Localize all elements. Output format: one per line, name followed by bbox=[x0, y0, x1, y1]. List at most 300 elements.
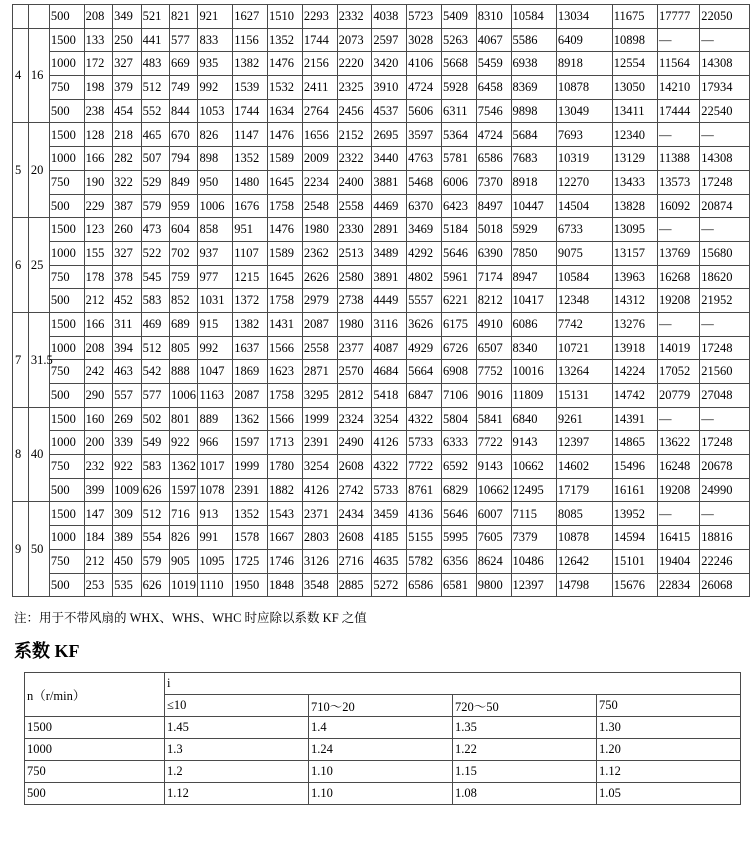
value-cell: 922 bbox=[113, 455, 141, 479]
value-cell: 579 bbox=[141, 194, 169, 218]
value-cell: 17444 bbox=[658, 99, 700, 123]
value-cell: — bbox=[700, 218, 750, 242]
value-cell: 898 bbox=[198, 147, 233, 171]
value-cell: 1019 bbox=[170, 573, 198, 597]
value-cell: 4087 bbox=[372, 336, 407, 360]
value-cell: 2234 bbox=[302, 170, 337, 194]
value-cell: 4126 bbox=[372, 431, 407, 455]
value-cell: 3028 bbox=[407, 28, 442, 52]
value-cell: 921 bbox=[198, 5, 233, 29]
value-cell: 2400 bbox=[337, 170, 372, 194]
value-cell: 4322 bbox=[372, 455, 407, 479]
speed-cell: 750 bbox=[49, 76, 84, 100]
value-cell: 844 bbox=[170, 99, 198, 123]
value-cell: 1372 bbox=[233, 289, 268, 313]
value-cell: 557 bbox=[113, 384, 141, 408]
value-cell: 2742 bbox=[337, 478, 372, 502]
speed-cell: 1500 bbox=[49, 218, 84, 242]
value-cell: 200 bbox=[84, 431, 112, 455]
value-cell: 13769 bbox=[658, 241, 700, 265]
ratio-cell: 16 bbox=[28, 28, 49, 123]
value-cell: 549 bbox=[141, 431, 169, 455]
value-cell: 1053 bbox=[198, 99, 233, 123]
value-cell: 1543 bbox=[268, 502, 303, 526]
value-cell: 5586 bbox=[511, 28, 556, 52]
value-cell: 2456 bbox=[337, 99, 372, 123]
speed-cell: 750 bbox=[49, 360, 84, 384]
value-cell: 2411 bbox=[302, 76, 337, 100]
value-cell: 19404 bbox=[658, 549, 700, 573]
value-cell: 8624 bbox=[476, 549, 511, 573]
value-cell: 5664 bbox=[407, 360, 442, 384]
value-cell: 852 bbox=[170, 289, 198, 313]
value-cell: 1031 bbox=[198, 289, 233, 313]
value-cell: 3597 bbox=[407, 123, 442, 147]
value-cell: 8085 bbox=[556, 502, 612, 526]
value-cell: 16092 bbox=[658, 194, 700, 218]
value-cell: 6733 bbox=[556, 218, 612, 242]
value-cell: 20779 bbox=[658, 384, 700, 408]
value-cell: 454 bbox=[113, 99, 141, 123]
value-cell: 17248 bbox=[700, 431, 750, 455]
value-cell: 238 bbox=[84, 99, 112, 123]
value-cell: 14865 bbox=[612, 431, 657, 455]
value-cell: 1713 bbox=[268, 431, 303, 455]
value-cell: 7683 bbox=[511, 147, 556, 171]
value-cell: 19208 bbox=[658, 478, 700, 502]
value-cell: 7546 bbox=[476, 99, 511, 123]
value-cell: 2332 bbox=[337, 5, 372, 29]
value-cell: 1645 bbox=[268, 265, 303, 289]
value-cell: 888 bbox=[170, 360, 198, 384]
value-cell: 2608 bbox=[337, 526, 372, 550]
value-cell: 7752 bbox=[476, 360, 511, 384]
value-cell: 2087 bbox=[302, 312, 337, 336]
value-cell: — bbox=[700, 123, 750, 147]
value-cell: 327 bbox=[113, 241, 141, 265]
value-cell: — bbox=[658, 407, 700, 431]
value-cell: 889 bbox=[198, 407, 233, 431]
value-cell: 253 bbox=[84, 573, 112, 597]
value-cell: 473 bbox=[141, 218, 169, 242]
value-cell: 269 bbox=[113, 407, 141, 431]
value-cell: 2803 bbox=[302, 526, 337, 550]
value-cell: 626 bbox=[141, 478, 169, 502]
value-cell: 2325 bbox=[337, 76, 372, 100]
value-cell: 9898 bbox=[511, 99, 556, 123]
value-cell: 669 bbox=[170, 52, 198, 76]
value-cell: 1566 bbox=[268, 336, 303, 360]
value-cell: 545 bbox=[141, 265, 169, 289]
value-cell: 8497 bbox=[476, 194, 511, 218]
table-row bbox=[13, 478, 750, 502]
value-cell: 11564 bbox=[658, 52, 700, 76]
value-cell: 512 bbox=[141, 76, 169, 100]
value-cell: 7605 bbox=[476, 526, 511, 550]
value-cell: 13573 bbox=[658, 170, 700, 194]
value-cell: 166 bbox=[84, 312, 112, 336]
value-cell: 12642 bbox=[556, 549, 612, 573]
value-cell: 483 bbox=[141, 52, 169, 76]
kf-speed-cell: 750 bbox=[25, 761, 165, 783]
table-row bbox=[13, 76, 750, 100]
value-cell: 160 bbox=[84, 407, 112, 431]
value-cell: 1578 bbox=[233, 526, 268, 550]
value-cell: 1156 bbox=[233, 28, 268, 52]
kf-value-cell: 1.10 bbox=[309, 761, 453, 783]
value-cell: 959 bbox=[170, 194, 198, 218]
value-cell: 22834 bbox=[658, 573, 700, 597]
value-cell: 6908 bbox=[441, 360, 476, 384]
value-cell: 7693 bbox=[556, 123, 612, 147]
value-cell: 2580 bbox=[337, 265, 372, 289]
speed-cell: 750 bbox=[49, 170, 84, 194]
value-cell: 469 bbox=[141, 312, 169, 336]
speed-cell: 1000 bbox=[49, 52, 84, 76]
speed-cell: 500 bbox=[49, 384, 84, 408]
value-cell: 5733 bbox=[407, 431, 442, 455]
size-cell: 5 bbox=[13, 123, 29, 218]
value-cell: 4802 bbox=[407, 265, 442, 289]
value-cell: 1480 bbox=[233, 170, 268, 194]
kf-row bbox=[25, 739, 741, 761]
value-cell: 1476 bbox=[268, 52, 303, 76]
value-cell: 13264 bbox=[556, 360, 612, 384]
value-cell: 218 bbox=[113, 123, 141, 147]
table-row bbox=[13, 28, 750, 52]
speed-cell: 500 bbox=[49, 99, 84, 123]
speed-cell: 1000 bbox=[49, 147, 84, 171]
value-cell: 14308 bbox=[700, 52, 750, 76]
value-cell: 14504 bbox=[556, 194, 612, 218]
value-cell: 16161 bbox=[612, 478, 657, 502]
value-cell: 3116 bbox=[372, 312, 407, 336]
kf-column-header: 720～50 bbox=[453, 695, 597, 717]
value-cell: 905 bbox=[170, 549, 198, 573]
value-cell: 604 bbox=[170, 218, 198, 242]
value-cell: 2558 bbox=[337, 194, 372, 218]
value-cell: 6581 bbox=[441, 573, 476, 597]
value-cell: 11388 bbox=[658, 147, 700, 171]
value-cell: 689 bbox=[170, 312, 198, 336]
value-cell: 5272 bbox=[372, 573, 407, 597]
value-cell: 1382 bbox=[233, 52, 268, 76]
value-cell: 702 bbox=[170, 241, 198, 265]
value-cell: 2330 bbox=[337, 218, 372, 242]
value-cell: 13622 bbox=[658, 431, 700, 455]
table-row bbox=[13, 431, 750, 455]
kf-value-cell: 1.05 bbox=[597, 783, 741, 805]
kf-value-cell: 1.24 bbox=[309, 739, 453, 761]
value-cell: 11675 bbox=[612, 5, 657, 29]
value-cell: 13050 bbox=[612, 76, 657, 100]
value-cell: 12495 bbox=[511, 478, 556, 502]
value-cell: 1667 bbox=[268, 526, 303, 550]
value-cell: 8761 bbox=[407, 478, 442, 502]
value-cell: 4292 bbox=[407, 241, 442, 265]
value-cell: 9143 bbox=[511, 431, 556, 455]
value-cell: 2558 bbox=[302, 336, 337, 360]
table-row bbox=[13, 502, 750, 526]
value-cell: 12554 bbox=[612, 52, 657, 76]
value-cell: 311 bbox=[113, 312, 141, 336]
value-cell: 1352 bbox=[233, 147, 268, 171]
value-cell: 6007 bbox=[476, 502, 511, 526]
value-cell: 8369 bbox=[511, 76, 556, 100]
value-cell: 5263 bbox=[441, 28, 476, 52]
value-cell: 991 bbox=[198, 526, 233, 550]
value-cell: 9075 bbox=[556, 241, 612, 265]
kf-value-cell: 1.15 bbox=[453, 761, 597, 783]
kf-value-cell: 1.2 bbox=[165, 761, 309, 783]
value-cell: 6847 bbox=[407, 384, 442, 408]
value-cell: 15676 bbox=[612, 573, 657, 597]
value-cell: 2152 bbox=[337, 123, 372, 147]
table-row bbox=[13, 99, 750, 123]
value-cell: 250 bbox=[113, 28, 141, 52]
value-cell: 1362 bbox=[233, 407, 268, 431]
value-cell: 577 bbox=[141, 384, 169, 408]
value-cell: 208 bbox=[84, 5, 112, 29]
value-cell: 2626 bbox=[302, 265, 337, 289]
value-cell: 5646 bbox=[441, 502, 476, 526]
value-cell: 14742 bbox=[612, 384, 657, 408]
value-cell: 4635 bbox=[372, 549, 407, 573]
value-cell: 2597 bbox=[372, 28, 407, 52]
value-cell: 6409 bbox=[556, 28, 612, 52]
value-cell: 1110 bbox=[198, 573, 233, 597]
value-cell: 1147 bbox=[233, 123, 268, 147]
value-cell: 1006 bbox=[170, 384, 198, 408]
value-cell: 13129 bbox=[612, 147, 657, 171]
value-cell: 1431 bbox=[268, 312, 303, 336]
value-cell: 242 bbox=[84, 360, 112, 384]
value-cell: 1758 bbox=[268, 194, 303, 218]
value-cell: 4724 bbox=[407, 76, 442, 100]
value-cell: 5018 bbox=[476, 218, 511, 242]
value-cell: 13049 bbox=[556, 99, 612, 123]
value-cell: 17248 bbox=[700, 170, 750, 194]
kf-column-header: 710～20 bbox=[309, 695, 453, 717]
value-cell: 6726 bbox=[441, 336, 476, 360]
value-cell: 3126 bbox=[302, 549, 337, 573]
value-cell: 1382 bbox=[233, 312, 268, 336]
value-cell: 1362 bbox=[170, 455, 198, 479]
value-cell: 10417 bbox=[511, 289, 556, 313]
value-cell: 27048 bbox=[700, 384, 750, 408]
value-cell: 212 bbox=[84, 289, 112, 313]
value-cell: 7742 bbox=[556, 312, 612, 336]
value-cell: 1882 bbox=[268, 478, 303, 502]
value-cell: 10319 bbox=[556, 147, 612, 171]
value-cell: 7722 bbox=[407, 455, 442, 479]
value-cell: 18816 bbox=[700, 526, 750, 550]
value-cell: 2570 bbox=[337, 360, 372, 384]
value-cell: 5668 bbox=[441, 52, 476, 76]
value-cell: 339 bbox=[113, 431, 141, 455]
value-cell: 5684 bbox=[511, 123, 556, 147]
value-cell: 7106 bbox=[441, 384, 476, 408]
value-cell: 2513 bbox=[337, 241, 372, 265]
table-row bbox=[13, 218, 750, 242]
table-row bbox=[13, 407, 750, 431]
value-cell: 10898 bbox=[612, 28, 657, 52]
value-cell: 1999 bbox=[233, 455, 268, 479]
value-cell: 4322 bbox=[407, 407, 442, 431]
value-cell: — bbox=[700, 407, 750, 431]
value-cell: 10662 bbox=[476, 478, 511, 502]
value-cell: 6458 bbox=[476, 76, 511, 100]
value-cell: 13095 bbox=[612, 218, 657, 242]
value-cell: 1589 bbox=[268, 147, 303, 171]
value-cell: 17052 bbox=[658, 360, 700, 384]
value-cell: 6370 bbox=[407, 194, 442, 218]
value-cell: 4763 bbox=[407, 147, 442, 171]
value-cell: 190 bbox=[84, 170, 112, 194]
value-cell: — bbox=[700, 312, 750, 336]
value-cell: 128 bbox=[84, 123, 112, 147]
value-cell: 1078 bbox=[198, 478, 233, 502]
value-cell: 6840 bbox=[511, 407, 556, 431]
value-cell: 5468 bbox=[407, 170, 442, 194]
value-cell: 4684 bbox=[372, 360, 407, 384]
table-row bbox=[13, 170, 750, 194]
value-cell: 583 bbox=[141, 455, 169, 479]
value-cell: 583 bbox=[141, 289, 169, 313]
value-cell: 1163 bbox=[198, 384, 233, 408]
value-cell: 394 bbox=[113, 336, 141, 360]
value-cell: 327 bbox=[113, 52, 141, 76]
value-cell: 465 bbox=[141, 123, 169, 147]
value-cell: 14594 bbox=[612, 526, 657, 550]
value-cell: 2738 bbox=[337, 289, 372, 313]
value-cell: 1634 bbox=[268, 99, 303, 123]
value-cell: 13963 bbox=[612, 265, 657, 289]
value-cell: 7379 bbox=[511, 526, 556, 550]
value-cell: 4126 bbox=[302, 478, 337, 502]
value-cell: 577 bbox=[170, 28, 198, 52]
kf-value-cell: 1.3 bbox=[165, 739, 309, 761]
value-cell: 826 bbox=[170, 526, 198, 550]
value-cell: 507 bbox=[141, 147, 169, 171]
value-cell: 5961 bbox=[441, 265, 476, 289]
kf-column-header: 750 bbox=[597, 695, 741, 717]
ratio-cell: 50 bbox=[28, 502, 49, 597]
kf-row bbox=[25, 783, 741, 805]
table-row bbox=[13, 265, 750, 289]
value-cell: 1656 bbox=[302, 123, 337, 147]
kf-value-cell: 1.4 bbox=[309, 717, 453, 739]
value-cell: 4929 bbox=[407, 336, 442, 360]
value-cell: 15101 bbox=[612, 549, 657, 573]
value-cell: 1848 bbox=[268, 573, 303, 597]
table-row bbox=[13, 194, 750, 218]
value-cell: 759 bbox=[170, 265, 198, 289]
value-cell: 3469 bbox=[407, 218, 442, 242]
value-cell: 17179 bbox=[556, 478, 612, 502]
table-row bbox=[13, 360, 750, 384]
value-cell: 3254 bbox=[372, 407, 407, 431]
value-cell: 6938 bbox=[511, 52, 556, 76]
table-row bbox=[13, 147, 750, 171]
value-cell: 801 bbox=[170, 407, 198, 431]
value-cell: 3459 bbox=[372, 502, 407, 526]
value-cell: 10486 bbox=[511, 549, 556, 573]
value-cell: 626 bbox=[141, 573, 169, 597]
kf-speed-cell: 1000 bbox=[25, 739, 165, 761]
value-cell: 18620 bbox=[700, 265, 750, 289]
kf-value-cell: 1.10 bbox=[309, 783, 453, 805]
value-cell: 14602 bbox=[556, 455, 612, 479]
value-cell: 14019 bbox=[658, 336, 700, 360]
value-cell: 7850 bbox=[511, 241, 556, 265]
value-cell: 22540 bbox=[700, 99, 750, 123]
value-cell: 232 bbox=[84, 455, 112, 479]
value-cell: 522 bbox=[141, 241, 169, 265]
value-cell: 5364 bbox=[441, 123, 476, 147]
value-cell: 3254 bbox=[302, 455, 337, 479]
value-cell: 1047 bbox=[198, 360, 233, 384]
value-cell: 15496 bbox=[612, 455, 657, 479]
value-cell: 5557 bbox=[407, 289, 442, 313]
value-cell: 1758 bbox=[268, 384, 303, 408]
table-row bbox=[13, 455, 750, 479]
value-cell: 16415 bbox=[658, 526, 700, 550]
value-cell: 15680 bbox=[700, 241, 750, 265]
speed-cell: 500 bbox=[49, 5, 84, 29]
value-cell: 935 bbox=[198, 52, 233, 76]
value-cell: 826 bbox=[198, 123, 233, 147]
value-cell: 198 bbox=[84, 76, 112, 100]
speed-cell: 1000 bbox=[49, 526, 84, 550]
value-cell: 1627 bbox=[233, 5, 268, 29]
value-cell: 5723 bbox=[407, 5, 442, 29]
kf-value-cell: 1.22 bbox=[453, 739, 597, 761]
speed-cell: 1500 bbox=[49, 407, 84, 431]
value-cell: — bbox=[658, 218, 700, 242]
value-cell: 5418 bbox=[372, 384, 407, 408]
kf-value-cell: 1.12 bbox=[165, 783, 309, 805]
value-cell: 1637 bbox=[233, 336, 268, 360]
value-cell: 9261 bbox=[556, 407, 612, 431]
value-cell: 5606 bbox=[407, 99, 442, 123]
value-cell: 7370 bbox=[476, 170, 511, 194]
value-cell: 6507 bbox=[476, 336, 511, 360]
value-cell: 3420 bbox=[372, 52, 407, 76]
value-cell: 5733 bbox=[372, 478, 407, 502]
value-cell: 322 bbox=[113, 170, 141, 194]
speed-cell: 1000 bbox=[49, 431, 84, 455]
value-cell: 7115 bbox=[511, 502, 556, 526]
kf-row bbox=[25, 717, 741, 739]
value-cell: 452 bbox=[113, 289, 141, 313]
value-cell: 966 bbox=[198, 431, 233, 455]
value-cell: 11809 bbox=[511, 384, 556, 408]
value-cell: 133 bbox=[84, 28, 112, 52]
speed-cell: 500 bbox=[49, 573, 84, 597]
value-cell: 670 bbox=[170, 123, 198, 147]
value-cell: 2087 bbox=[233, 384, 268, 408]
value-cell: 951 bbox=[233, 218, 268, 242]
value-cell: 3548 bbox=[302, 573, 337, 597]
value-cell: 2434 bbox=[337, 502, 372, 526]
kf-value-cell: 1.30 bbox=[597, 717, 741, 739]
value-cell: 5782 bbox=[407, 549, 442, 573]
table-row bbox=[13, 123, 750, 147]
value-cell: 5646 bbox=[441, 241, 476, 265]
speed-cell: 1500 bbox=[49, 28, 84, 52]
value-cell: 15131 bbox=[556, 384, 612, 408]
